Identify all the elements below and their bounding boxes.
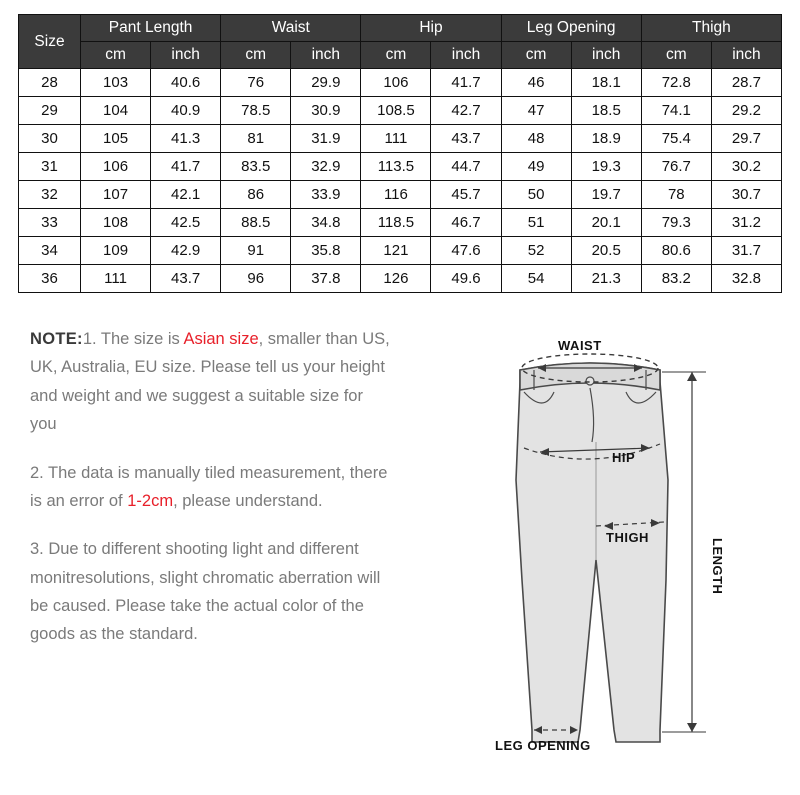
header-unit-pantlength-inch: inch (151, 42, 221, 69)
cell-measure: 46.7 (431, 209, 501, 237)
cell-measure: 107 (81, 181, 151, 209)
cell-measure: 74.1 (641, 97, 711, 125)
cell-measure: 29.2 (711, 97, 781, 125)
cell-size: 29 (19, 97, 81, 125)
cell-measure: 30.9 (291, 97, 361, 125)
table-row (19, 237, 782, 265)
cell-measure: 35.8 (291, 237, 361, 265)
cell-measure: 78.5 (221, 97, 291, 125)
cell-measure: 30.7 (711, 181, 781, 209)
cell-measure: 37.8 (291, 265, 361, 293)
header-waist: Waist (221, 15, 361, 42)
cell-size: 34 (19, 237, 81, 265)
label-leg-opening: LEG OPENING (495, 738, 591, 753)
cell-size: 36 (19, 265, 81, 293)
cell-measure: 78 (641, 181, 711, 209)
cell-measure: 43.7 (431, 125, 501, 153)
cell-measure: 18.5 (571, 97, 641, 125)
note-1-highlight: Asian size (183, 330, 259, 348)
note-2-highlight: 1-2cm (127, 491, 174, 510)
cell-measure: 45.7 (431, 181, 501, 209)
table-row (19, 265, 782, 293)
note-paragraph-3 (30, 535, 390, 649)
cell-measure: 106 (361, 69, 431, 97)
cell-measure: 88.5 (221, 209, 291, 237)
cell-size: 33 (19, 209, 81, 237)
cell-measure: 96 (221, 265, 291, 293)
size-table-container (0, 0, 800, 293)
cell-measure: 109 (81, 237, 151, 265)
cell-measure: 21.3 (571, 265, 641, 293)
cell-measure: 47 (501, 97, 571, 125)
header-leg-opening: Leg Opening (501, 15, 641, 42)
cell-measure: 49.6 (431, 265, 501, 293)
note-lead-label: NOTE: (30, 330, 83, 348)
size-table-head (19, 15, 782, 69)
note-1-text-b: , smaller than US, UK, Australia, EU size. Please tell us your height and weight and we suggest a suitable size for you (30, 330, 390, 434)
cell-measure: 29.9 (291, 69, 361, 97)
table-row (19, 125, 782, 153)
cell-measure: 18.1 (571, 69, 641, 97)
note-2-text-a: 2. The data is manually tiled measurement, there is an error of (30, 463, 388, 510)
cell-measure: 41.3 (151, 125, 221, 153)
header-unit-hip-inch: inch (431, 42, 501, 69)
cell-measure: 33.9 (291, 181, 361, 209)
cell-measure: 31.7 (711, 237, 781, 265)
cell-measure: 40.6 (151, 69, 221, 97)
cell-measure: 31.9 (291, 125, 361, 153)
note-paragraph-1 (30, 325, 390, 439)
cell-size: 31 (19, 153, 81, 181)
pants-measurement-diagram (420, 330, 780, 770)
cell-measure: 32.8 (711, 265, 781, 293)
cell-measure: 76 (221, 69, 291, 97)
cell-measure: 43.7 (151, 265, 221, 293)
header-unit-waist-inch: inch (291, 42, 361, 69)
cell-measure: 80.6 (641, 237, 711, 265)
cell-measure: 75.4 (641, 125, 711, 153)
size-table-body (19, 69, 782, 293)
table-row (19, 181, 782, 209)
table-row (19, 97, 782, 125)
note-3-text: 3. Due to different shooting light and different monitresolutions, slight chromatic aberration will be caused. Please take the actual color of the goods as the standard. (30, 540, 381, 644)
cell-measure: 42.9 (151, 237, 221, 265)
cell-measure: 83.2 (641, 265, 711, 293)
header-unit-legopening-inch: inch (571, 42, 641, 69)
cell-measure: 108 (81, 209, 151, 237)
cell-measure: 47.6 (431, 237, 501, 265)
cell-measure: 30.2 (711, 153, 781, 181)
cell-size: 30 (19, 125, 81, 153)
cell-measure: 106 (81, 153, 151, 181)
cell-measure: 44.7 (431, 153, 501, 181)
header-unit-pantlength-cm: cm (81, 42, 151, 69)
header-unit-waist-cm: cm (221, 42, 291, 69)
cell-measure: 48 (501, 125, 571, 153)
cell-measure: 91 (221, 237, 291, 265)
cell-measure: 105 (81, 125, 151, 153)
header-hip: Hip (361, 15, 501, 42)
cell-measure: 42.1 (151, 181, 221, 209)
cell-measure: 126 (361, 265, 431, 293)
cell-measure: 104 (81, 97, 151, 125)
cell-measure: 20.1 (571, 209, 641, 237)
note-1-text-a: 1. The size is (82, 330, 184, 348)
cell-measure: 52 (501, 237, 571, 265)
cell-measure: 118.5 (361, 209, 431, 237)
cell-measure: 51 (501, 209, 571, 237)
label-length: LENGTH (710, 538, 725, 595)
cell-measure: 40.9 (151, 97, 221, 125)
notes-block (30, 325, 390, 669)
cell-measure: 32.9 (291, 153, 361, 181)
header-unit-legopening-cm: cm (501, 42, 571, 69)
header-thigh: Thigh (641, 15, 781, 42)
cell-measure: 42.7 (431, 97, 501, 125)
table-row (19, 69, 782, 97)
cell-measure: 41.7 (151, 153, 221, 181)
header-pant-length: Pant Length (81, 15, 221, 42)
cell-measure: 108.5 (361, 97, 431, 125)
cell-measure: 46 (501, 69, 571, 97)
cell-measure: 34.8 (291, 209, 361, 237)
cell-measure: 113.5 (361, 153, 431, 181)
size-table (18, 14, 782, 293)
cell-measure: 81 (221, 125, 291, 153)
cell-measure: 29.7 (711, 125, 781, 153)
cell-measure: 83.5 (221, 153, 291, 181)
cell-measure: 111 (361, 125, 431, 153)
header-unit-thigh-inch: inch (711, 42, 781, 69)
cell-measure: 79.3 (641, 209, 711, 237)
header-unit-thigh-cm: cm (641, 42, 711, 69)
table-row (19, 209, 782, 237)
cell-measure: 28.7 (711, 69, 781, 97)
length-measure-indicator (662, 372, 706, 732)
cell-measure: 19.7 (571, 181, 641, 209)
cell-measure: 72.8 (641, 69, 711, 97)
label-thigh: THIGH (606, 530, 649, 545)
cell-measure: 19.3 (571, 153, 641, 181)
cell-size: 28 (19, 69, 81, 97)
cell-measure: 31.2 (711, 209, 781, 237)
label-hip: HIP (612, 450, 636, 465)
table-unit-header-row (19, 42, 782, 69)
cell-measure: 18.9 (571, 125, 641, 153)
cell-measure: 49 (501, 153, 571, 181)
cell-measure: 50 (501, 181, 571, 209)
cell-measure: 121 (361, 237, 431, 265)
pants-shape (516, 363, 668, 742)
note-paragraph-2 (30, 459, 390, 516)
cell-measure: 111 (81, 265, 151, 293)
pants-illustration (420, 330, 780, 770)
cell-measure: 41.7 (431, 69, 501, 97)
header-size: Size (19, 15, 81, 69)
note-2-text-b: , please understand. (173, 491, 323, 510)
table-row (19, 153, 782, 181)
table-group-header-row (19, 15, 782, 42)
cell-measure: 103 (81, 69, 151, 97)
header-unit-hip-cm: cm (361, 42, 431, 69)
cell-measure: 116 (361, 181, 431, 209)
cell-measure: 86 (221, 181, 291, 209)
label-waist: WAIST (558, 338, 602, 353)
cell-measure: 42.5 (151, 209, 221, 237)
cell-size: 32 (19, 181, 81, 209)
cell-measure: 20.5 (571, 237, 641, 265)
cell-measure: 54 (501, 265, 571, 293)
cell-measure: 76.7 (641, 153, 711, 181)
